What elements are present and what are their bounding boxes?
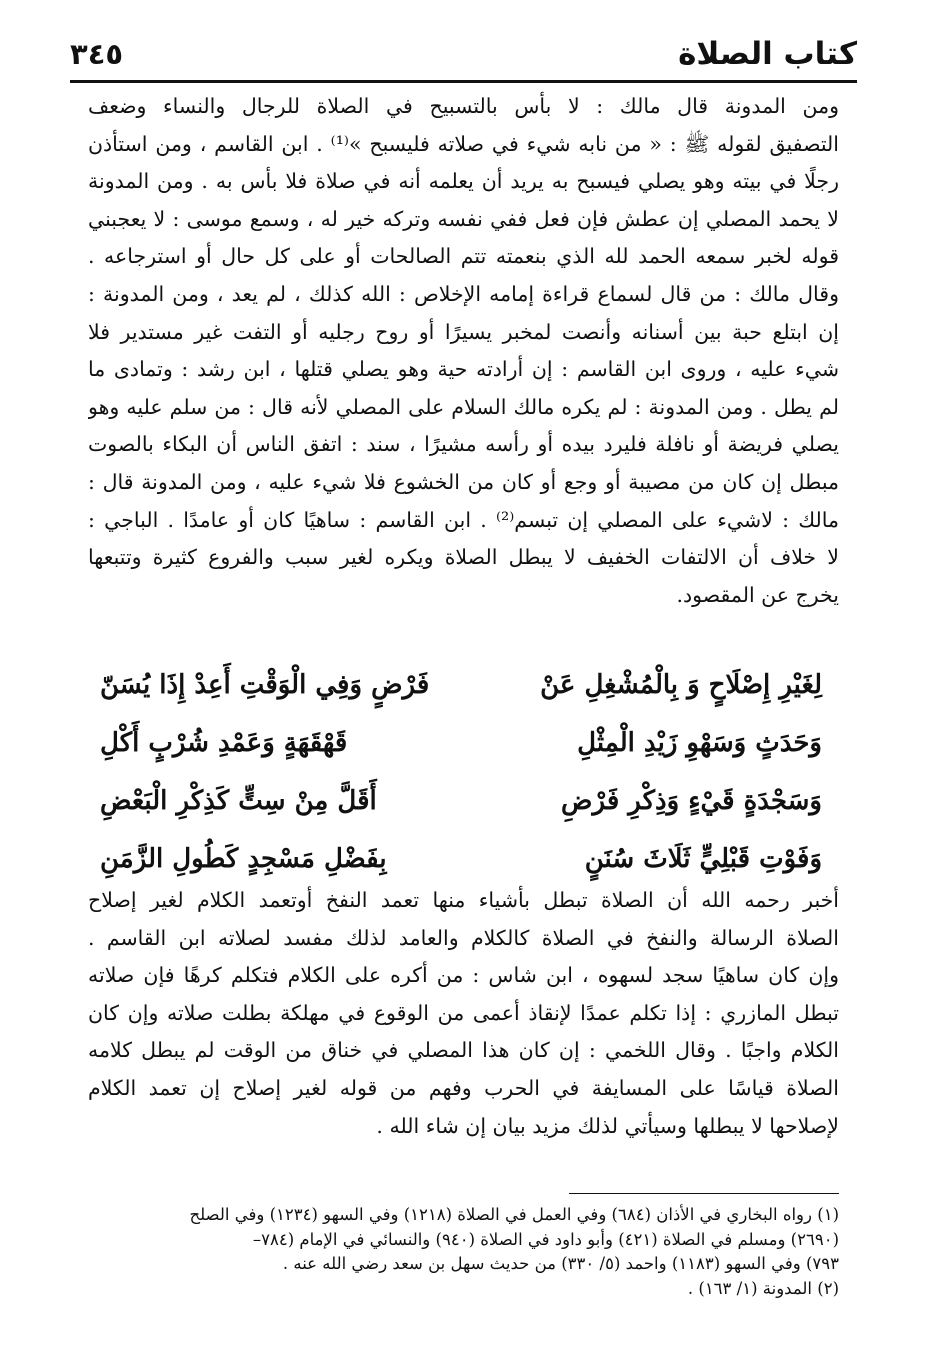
poem-verse: [100, 772, 822, 830]
main-text-paragraph-1: [88, 88, 839, 614]
verse-first-hemistich: وَسَجْدَةٍ قَيْءٍ وَذِكْرِ فَرْضِ: [561, 786, 822, 816]
commentary-paragraph: [88, 882, 839, 1145]
footnotes: [88, 1203, 839, 1301]
verse-second-hemistich: فَرْضٍ وَفِي الْوَقْتِ أَعِدْ إِذَا يُسَنّ: [100, 670, 430, 700]
text-line: إن ابتلع حبة بين أسنانه وأنصت لمخبر يسيرًا أو روح رجليه أو التفت غير مستدير فلا: [88, 319, 839, 344]
verse-second-hemistich: قَهْقَهَةٍ وَعَمْدِ شُرْبٍ أَكْلِ: [100, 728, 348, 758]
text-line: الصلاة الرسالة والنفخ في الصلاة كالكلام والعامد لذلك مفسد لصلاته ابن القاسم .: [88, 925, 839, 950]
text-line: مبطل إن كان من مصيبة أو وجع أو كان من الخشوع فلا شيء عليه ، ومن المدونة قال :: [88, 469, 839, 494]
text-line: ومن المدونة قال مالك : لا بأس بالتسبيح في الصلاة للرجال والنساء وضعف: [88, 94, 839, 118]
footnote-separator: [569, 1193, 839, 1194]
footnote-line: ٧٩٣) وفي السهو (١١٨٣) واحمد (٥/ ٣٣٠) من حديث سهل بن سعد رضي الله عنه .: [282, 1254, 839, 1273]
verse-first-hemistich: لِغَيْرِ إِصْلَاحٍ وَ بِالْمُشْغِلِ عَنْ: [540, 670, 822, 700]
text-line: لا يحمد المصلي إن عطش فإن فعل ففي نفسه وتركه خير له ، وسمع موسى : لا يعجبني: [88, 206, 839, 231]
verse-first-hemistich: وَفَوْتِ قَبْلِيٍّ ثَلَاثَ سُنَنٍ: [584, 844, 822, 874]
text-line: الكلام واجبًا . وقال اللخمي : إن كان هذا المصلي في خناق من الوقت لم يبطل كلامه: [88, 1038, 839, 1063]
page-number: ٣٤٥: [70, 37, 124, 71]
poem: [100, 656, 822, 886]
poem-verse: [100, 830, 822, 888]
footnote-line: (٢٦٩٠) ومسلم في الصلاة (٤٢١) وأبو داود في الصلاة (٩٤٠) والنسائي في الإمام (٧٨٤–: [252, 1229, 839, 1249]
footnote-line: (١) رواه البخاري في الأذان (٦٨٤) وفي العمل في الصلاة (١٢١٨) وفي السهو (١٢٣٤) وفي الصلح: [189, 1205, 839, 1224]
poem-verse: [100, 656, 822, 714]
text-line: يخرج عن المقصود.: [676, 582, 839, 607]
text-line: تبطل المازري : إذا تكلم عمدًا لإنقاذ أعمى من الوقوع في مهلكة بطلت صلاته وإن كان: [88, 1000, 839, 1025]
text-line: لا خلاف أن الالتفات الخفيف لا يبطل الصلاة ويكره لغير سبب والفروع كثيرة وتتبعها: [88, 545, 839, 570]
poem-verse: [100, 714, 822, 772]
text-line: مالك : لاشيء على المصلي إن تبسم⁽²⁾ . ابن القاسم : ساهيًا كان أو عامدًا . الباجي :: [88, 507, 839, 532]
text-line: شيء عليه ، وروى ابن القاسم : إن أرادته حية وهو يصلي قتلها ، ابن رشد : وتمادى ما: [88, 357, 839, 382]
text-line: لإصلاحها لا يبطلها وسيأتي لذلك مزيد بيان إن شاء الله .: [376, 1113, 839, 1138]
text-line: الصلاة قياسًا على المسايفة في الحرب وفهم من قوله لغير إصلاح إن تعمد الكلام: [88, 1075, 839, 1100]
text-line: يصلي فريضة أو نافلة فليرد بيده أو رأسه مشيرًا ، سند : اتفق الناس أن البكاء بالصوت: [88, 432, 839, 457]
text-line: أخبر رحمه الله أن الصلاة تبطل بأشياء منها تعمد النفخ أوتعمد الكلام لغير إصلاح: [88, 888, 839, 912]
text-line: لم يطل . ومن المدونة : لم يكره مالك السلام على المصلي لأنه قال : من سلم عليه وهو: [88, 394, 839, 419]
verse-first-hemistich: وَحَدَثٍ وَسَهْوِ زَيْدِ الْمِثْلِ: [577, 728, 822, 758]
running-title: كتاب الصلاة: [678, 36, 857, 72]
text-line: وإن كان ساهيًا سجد لسهوه ، ابن شاس : من أكره على الكلام فتكلم كرهًا فإن صلاته: [88, 963, 839, 988]
footnote-line: (٢) المدونة (١/ ١٦٣) .: [687, 1278, 839, 1298]
text-line: التصفيق لقوله ﷺ : « من نابه شيء في صلاته فليسبح »⁽¹⁾ . ابن القاسم ، ومن استأذن: [88, 131, 839, 156]
header-rule: [70, 80, 857, 83]
page-header: [70, 34, 857, 74]
text-line: وقال مالك : من قال لسماع قراءة إمامه الإخلاص : الله كذلك ، لم يعد ، ومن المدونة :: [88, 281, 839, 306]
text-line: قوله لخبر سمعه الحمد لله الذي بنعمته تتم الصالحات أو على كل حال أو استرجاعه .: [88, 244, 839, 269]
verse-second-hemistich: أَقَلَّ مِنْ سِتٍّ كَذِكْرِ الْبَعْضِ: [100, 786, 377, 816]
verse-second-hemistich: بِفَضْلِ مَسْجِدٍ كَطُولِ الزَّمَنِ: [100, 844, 387, 874]
text-line: رجلًا في بيته وهو يصلي فيسبح به يريد أن يعلمه أنه في صلاة فلا بأس به . ومن المدونة: [88, 169, 839, 194]
